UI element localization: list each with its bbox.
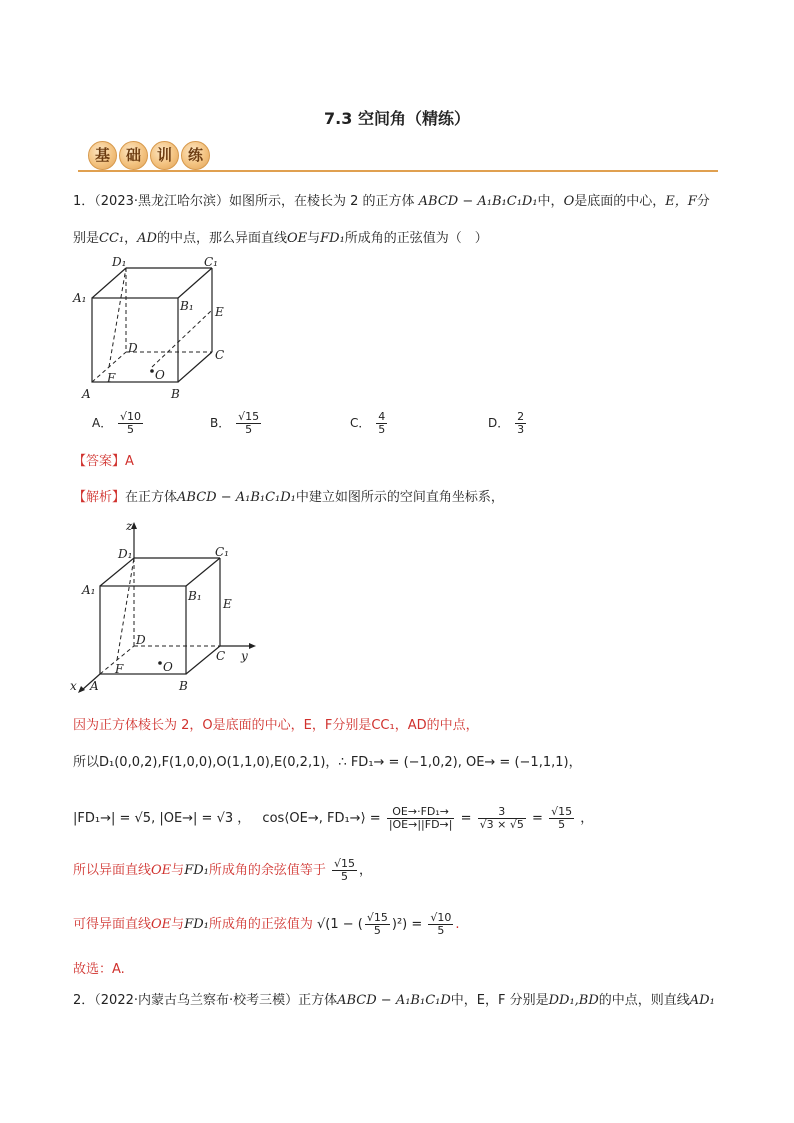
label-O: O [155,368,165,382]
banner-divider [78,170,718,172]
label-C: C [215,348,225,362]
label-z: z [126,520,133,533]
banner-char: 训 [150,141,179,170]
solution-line-5: 可得异面直线OE与FD₁所成角的正弦值为 √(1 − ( $\frac{√15}{5}$ )²) = $\frac{√10}{5}$ . [73,911,460,937]
label-A: A [90,679,99,693]
label-E: E [215,305,224,319]
q1-line1: 1．（2023·黑龙江哈尔滨）如图所示，在棱长为 2 的正方体 ABCD − A₁B₁C₁D₁中，O是底面的中心，E，F分 [73,194,710,209]
label-D: D [128,341,138,355]
solution-line-3: |FD₁→| = √5, |OE→| = √3 ， cos⟨OE→, FD₁→⟩ = $\frac{\text{OE→·FD₁→}}{|OE\to||FD\to|}$ = $\frac{3}{√3 \times √5}$ = $\frac{√15}{5}$ ， [73,805,594,831]
label-D1: D₁ [112,255,127,269]
label-x: x [70,679,77,693]
label-F: F [107,371,116,385]
conclusion: 故选：A. [73,962,125,977]
label-D: D [136,633,146,647]
label-C1: C₁ [215,545,229,559]
q2-line: 2．（2022·内蒙古乌兰察布·校考三模）正方体ABCD − A₁B₁C₁D中，E，F 分别是DD₁,BD的中点，则直线AD₁ [73,993,715,1008]
label-B1: B₁ [180,299,194,313]
option-d[interactable]: D． $\frac{2}{3}$ [488,410,525,436]
answer-line: 【答案】A [73,454,134,469]
label-A: A [82,387,91,401]
q1-line2: 别是CC₁，AD的中点，那么异面直线OE与FD₁所成角的正弦值为（ ） [73,231,488,246]
option-a[interactable]: A． $\frac{√10}{5}$ [92,410,142,436]
label-y: y [241,649,248,663]
label-B1: B₁ [188,589,202,603]
label-F: F [115,662,124,676]
option-c[interactable]: C． $\frac{4}{5}$ [350,410,386,436]
label-A1: A₁ [82,583,96,597]
label-A1: A₁ [73,291,87,305]
label-C: C [216,649,226,663]
solution-line-4: 所以异面直线OE与FD₁所成角的余弦值等于 $\frac{√15}{5}$ ， [73,857,373,883]
page-title: 7.3 空间角（精练） [324,109,470,128]
solution-line-1: 因为正方体棱长为 2，O是底面的中心，E，F分别是CC₁，AD的中点， [73,718,479,733]
cube-figure-2 [68,520,268,695]
cube-figure-1 [70,252,240,402]
banner-char: 基 [88,141,117,170]
label-C1: C₁ [204,255,218,269]
solution-line-2: 所以D₁(0,0,2),F(1,0,0),O(1,1,0),E(0,2,1)，∴ FD₁→ = (−1,0,2), OE→ = (−1,1,1)， [73,755,582,770]
label-B: B [179,679,188,693]
label-B: B [171,387,180,401]
section-banner [88,141,212,171]
label-D1: D₁ [118,547,133,561]
banner-char: 础 [119,141,148,170]
banner-char: 练 [181,141,210,170]
option-b[interactable]: B． $\frac{√15}{5}$ [210,410,260,436]
label-O: O [163,660,173,674]
label-E: E [223,597,232,611]
solution-intro: 【解析】在正方体ABCD − A₁B₁C₁D₁中建立如图所示的空间直角坐标系， [73,490,504,505]
